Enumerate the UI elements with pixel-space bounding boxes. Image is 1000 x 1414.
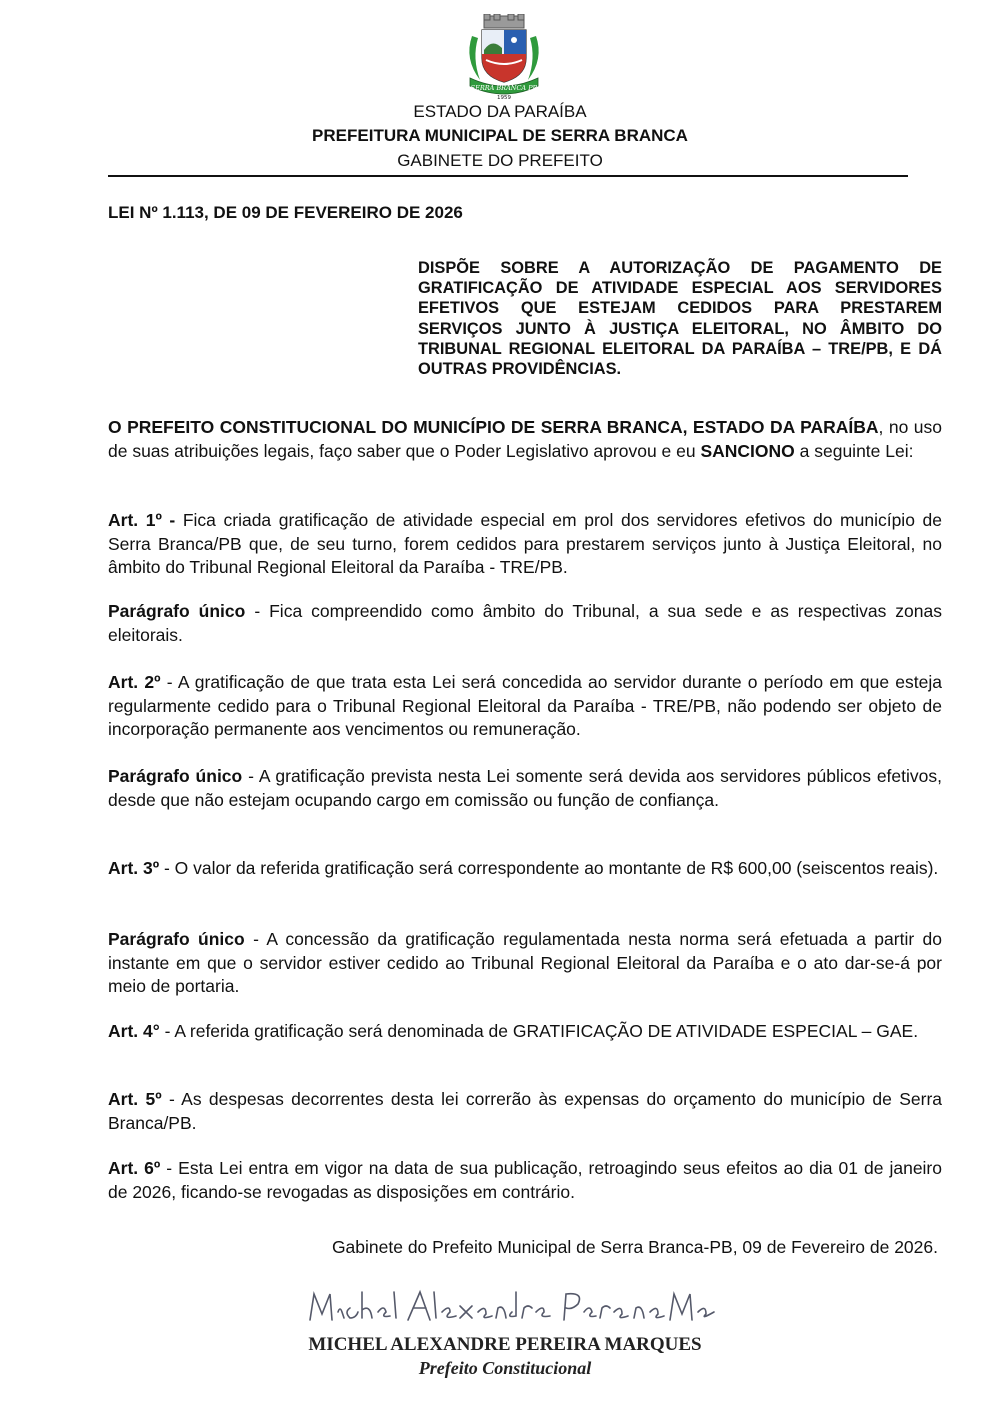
preamble-lead: O PREFEITO CONSTITUCIONAL DO MUNICÍPIO DE SERRA BRANCA, ESTADO DA PARAÍBA [108, 417, 879, 437]
article-2 [108, 671, 942, 742]
article-text: - Esta Lei entra em vigor na data de sua publicação, retroagindo seus efeitos ao dia 01 de janeiro de 2026, ficando-se revogadas as disposições em contrário. [108, 1158, 942, 1202]
law-ementa: DISPÕE SOBRE A AUTORIZAÇÃO DE PAGAMENTO DE GRATIFICAÇÃO DE ATIVIDADE ESPECIAL AOS SERVIDORES EFETIVOS QUE ESTEJAM CEDIDOS PARA PRESTAREM SERVIÇOS JUNTO À JUSTIÇA ELEITORAL, NO ÂMBITO DO TRIBUNAL REGIONAL ELEITORAL DA PARAÍBA – TRE/PB, E DÁ OUTRAS PROVIDÊNCIAS. [418, 259, 942, 379]
preamble-tail: a seguinte Lei: [794, 440, 914, 461]
article-label: Parágrafo único [108, 601, 246, 621]
article-text: - O valor da referida gratificação será correspondente ao montante de R$ 600,00 (seiscentos reais). [159, 858, 939, 878]
article-5 [108, 1088, 942, 1135]
article-text: - A concessão da gratificação regulamentada nesta norma será efetuada a partir do instante em que o servidor estiver cedido ao Tribunal Regional Eleitoral da Paraíba e o ato dar-se-á por meio de portaria. [108, 929, 942, 996]
article-label: Art. 4° [108, 1021, 160, 1041]
article-label: Parágrafo único [108, 766, 243, 786]
article-1 [108, 509, 942, 580]
municipal-crest-icon [462, 14, 546, 100]
law-title: LEI Nº 1.113, DE 09 DE FEVEREIRO DE 2026 [108, 203, 463, 222]
article-label: Art. 5º [108, 1089, 162, 1109]
article-text: - As despesas decorrentes desta lei correrão às expensas do orçamento do município de Serra Branca/PB. [108, 1089, 943, 1133]
article-text: - A gratificação de que trata esta Lei será concedida ao servidor durante o período em que esteja regularmente cedido para o Tribunal Regional Eleitoral da Paraíba - TRE/PB, não podendo ser objeto de incorporação permanente aos vencimentos ou remuneração. [108, 672, 942, 739]
office-heading: GABINETE DO PREFEITO [397, 151, 603, 170]
article-label: Art. 3º [108, 858, 160, 878]
svg-text:1959: 1959 [497, 95, 511, 100]
article-label: Parágrafo único [108, 929, 245, 949]
city-hall-heading: PREFEITURA MUNICIPAL DE SERRA BRANCA [312, 126, 688, 145]
article-text: - A referida gratificação será denominada de GRATIFICAÇÃO DE ATIVIDADE ESPECIAL – GAE. [159, 1021, 919, 1041]
preamble-text: , no uso de suas atribuições legais, faço saber que o Poder Legislativo aprovou e eu [108, 417, 942, 461]
article-3-sole-paragraph [108, 928, 942, 999]
article-6 [108, 1157, 942, 1204]
article-1-sole-paragraph [108, 600, 942, 647]
header-divider [108, 175, 908, 177]
preamble [108, 416, 942, 463]
signer-role: Prefeito Constitucional [418, 1358, 592, 1378]
signer-name: MICHEL ALEXANDRE PEREIRA MARQUES [308, 1334, 702, 1355]
state-heading: ESTADO DA PARAÍBA [413, 102, 587, 121]
article-4 [108, 1020, 942, 1044]
article-3 [108, 857, 942, 881]
place-and-date: Gabinete do Prefeito Municipal de Serra Branca-PB, 09 de Fevereiro de 2026. [331, 1237, 938, 1257]
preamble-sanction: SANCIONO [700, 440, 795, 461]
svg-text:SERRA BRANCA PB: SERRA BRANCA PB [470, 84, 538, 92]
handwritten-signature [300, 1282, 720, 1332]
article-label: Art. 1º - [108, 510, 176, 530]
article-label: Art. 6º [108, 1158, 161, 1178]
article-text: - A gratificação prevista nesta Lei somente será devida aos servidores públicos efetivos, desde que não estejam ocupando cargo em comissão ou função de confiança. [108, 766, 942, 810]
article-text: Fica criada gratificação de atividade especial em prol dos servidores efetivos do município de Serra Branca/PB que, de seu turno, forem cedidos para prestarem serviços junto à Justiça Eleitoral, no âmbito do Tribunal Regional Eleitoral da Paraíba - TRE/PB. [108, 510, 942, 577]
article-label: Art. 2º [108, 672, 161, 692]
article-2-sole-paragraph [108, 765, 942, 812]
article-text: - Fica compreendido como âmbito do Tribunal, a sua sede e as respectivas zonas eleitorais. [108, 601, 942, 645]
